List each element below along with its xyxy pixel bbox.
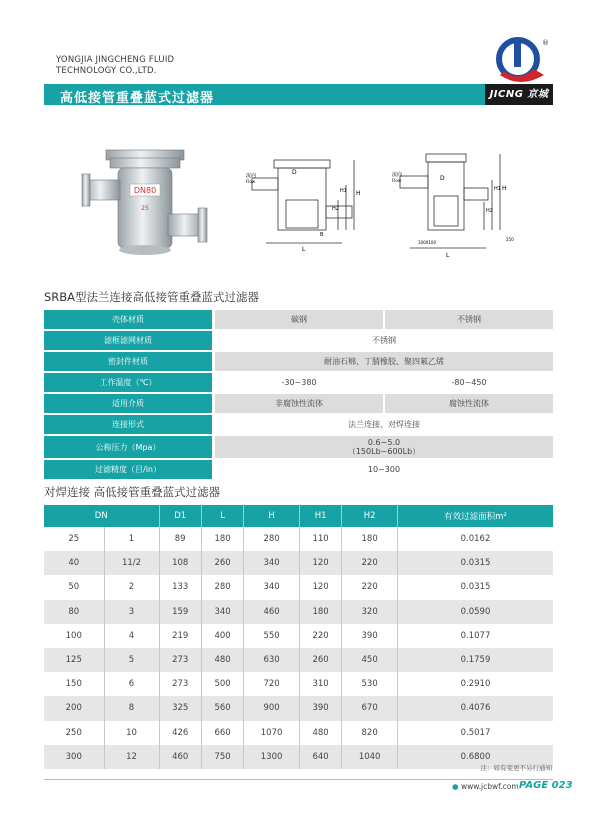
table-cell: 300 [44,745,104,769]
table-cell: 450 [342,648,398,672]
technical-drawing-front [246,140,366,265]
table-cell: 460 [244,600,300,624]
table-cell: 660 [201,721,243,745]
spec-value: 10~300 [215,460,553,479]
title-bar [44,84,553,105]
table-cell: 640 [299,745,341,769]
table-cell: 260 [201,551,243,575]
table-cell: 630 [244,648,300,672]
spec-row [44,331,553,350]
table-cell: 280 [201,575,243,599]
table-cell: 340 [244,575,300,599]
spec-value: 腐蚀性流体 [383,394,553,413]
company-logo-icon [490,35,552,83]
table-cell: 670 [342,696,398,720]
technical-drawing-side [390,140,525,265]
table-row [44,527,553,551]
table-cell: 560 [201,696,243,720]
spec-values [215,436,553,458]
table-cell: 1070 [244,721,300,745]
table-cell: 108 [159,551,201,575]
table-cell: 550 [244,624,300,648]
table-row [44,696,553,720]
spec-row [44,436,553,458]
spec-label: 适用介质 [44,394,212,413]
spec-value: -80~450 [383,373,553,392]
table-cell: 325 [159,696,201,720]
dims-header-row [44,505,553,527]
spec-table [44,310,553,481]
website-text: www.jcbwf.com [460,782,519,791]
drawing-label-l: L [302,246,306,253]
table-cell: 260 [299,648,341,672]
spec-row [44,460,553,479]
spec-values [215,415,553,434]
registered-mark: ® [542,39,549,47]
table-cell: 220 [342,551,398,575]
table-cell: 120 [299,575,341,599]
drawing2-flow-cn: 流向 [392,172,403,178]
table-cell: 2 [104,575,159,599]
spec-value: 0.6~5.0 （150Lb~600Lb） [215,436,553,458]
spec-label: 连接形式 [44,415,212,434]
table-cell: 219 [159,624,201,648]
table-cell: 340 [244,551,300,575]
spec-value: 耐油石棉、丁腈橡胶、聚四氟乙烯 [215,352,553,371]
spec-row [44,394,553,413]
table-cell: 750 [201,745,243,769]
page-title: 高低接管重叠蓝式过滤器 [60,91,215,106]
spec-row [44,352,553,371]
spec-value: 法兰连接、对焊连接 [215,415,553,434]
drawing2-flow-en: Flow [392,178,402,183]
table-cell: 110 [299,527,341,551]
table-cell: 11/2 [104,551,159,575]
table-row [44,648,553,672]
table-cell: 12 [104,745,159,769]
company-name [56,55,174,77]
table-cell: 220 [299,624,341,648]
table-cell: 50 [44,575,104,599]
spec-row [44,415,553,434]
table-cell: 3 [104,600,159,624]
table-row [44,721,553,745]
table-cell: 0.4076 [397,696,553,720]
table-cell: 80 [44,600,104,624]
dims-header-h: H [244,505,300,527]
drawing2-side-mark: 250 [506,237,514,242]
spec-value: -30~380 [215,373,383,392]
spec-values [215,310,553,329]
table-cell: 5 [104,648,159,672]
dims-header-d1: D1 [159,505,201,527]
table-cell: 320 [342,600,398,624]
table-cell: 720 [244,672,300,696]
spec-value: 不锈钢 [215,331,553,350]
table-cell: 100 [44,624,104,648]
table-cell: 820 [342,721,398,745]
table-cell: 390 [299,696,341,720]
spec-values [215,331,553,350]
drawing2-label-h1: H1 [494,186,501,192]
company-name-line2: TECHNOLOGY CO.,LTD. [56,66,157,76]
spec-label: 壳体材质 [44,310,212,329]
nameplate-dn: DN80 [133,186,157,195]
spec-label: 公称压力（Mpa） [44,436,212,458]
table-row [44,745,553,769]
table-cell: 390 [342,624,398,648]
table-cell: 220 [342,575,398,599]
table-cell: 0.1077 [460,630,491,641]
footer-rule [44,779,553,780]
website-bullet-icon: ● [452,782,459,791]
table-cell: 310 [299,672,341,696]
table-cell: 460 [159,745,201,769]
table-cell: 1040 [342,745,398,769]
product-photo [80,140,210,270]
table-cell: 89 [159,527,201,551]
dims-header-h1: H1 [299,505,341,527]
table-cell: 273 [159,672,201,696]
table-row [44,575,553,599]
drawing2-label-h2: H2 [486,208,493,214]
table-row [44,672,553,696]
dims-header-h2: H2 [342,505,398,527]
drawing2-label-h: H [502,185,507,192]
page-number: PAGE 023 [519,780,573,791]
table-cell: 0.5017 [460,727,491,738]
table-cell: 1 [104,527,159,551]
table-cell: 25 [44,527,104,551]
table-cell: 0.0315 [397,551,553,575]
brand-label: JICNG 京城 [485,84,553,105]
table-cell: 150 [44,672,104,696]
spec-value: 非腐蚀性流体 [215,394,383,413]
table-cell: 125 [44,648,104,672]
spec-values [215,394,553,413]
spec-label: 工作温度（℃） [44,373,212,392]
drawing-label-d: D [292,169,297,176]
table-cell: 400 [201,624,243,648]
dims-header-l: L [201,505,243,527]
drawing-label-b: B [320,232,324,238]
drawing-label-h2: H2 [332,206,339,212]
table-row [44,551,553,575]
spec-values [215,373,553,392]
table-cell: 280 [244,527,300,551]
table-cell: 133 [159,575,201,599]
dims-header-area: 有效过滤面积m² [397,505,553,527]
table-cell: 159 [159,600,201,624]
spec-row [44,373,553,392]
table-cell: 0.1759 [397,648,553,672]
drawing2-label-l: L [446,252,450,259]
table-cell: 480 [299,721,341,745]
table-cell: 180 [299,600,341,624]
table-cell: 530 [342,672,398,696]
table-cell: 10 [104,721,159,745]
table-cell: 480 [201,648,243,672]
drawing2-note-box: 100X100 [418,240,437,245]
company-name-line1: YONGJIA JINGCHENG FLUID [56,55,175,65]
table-cell: 120 [299,551,341,575]
spec-section-title: SRBA型法兰连接高低接管重叠蓝式过滤器 [44,290,260,304]
table-cell: 6 [104,672,159,696]
table-row [44,600,553,624]
table-cell: 8 [104,696,159,720]
table-cell: 200 [44,696,104,720]
table-cell: 426 [159,721,201,745]
spec-values [215,352,553,371]
table-cell: 250 [44,721,104,745]
dims-section-title: 对焊连接 高低接管重叠蓝式过滤器 [44,485,221,499]
table-cell: 500 [201,672,243,696]
spec-label: 过滤精度（目/in） [44,460,212,479]
table-cell: 340 [201,600,243,624]
drawing-flow-en: Flow [246,179,256,184]
drawing-label-h: H [356,190,361,197]
table-cell: 180 [342,527,398,551]
table-cell: 1300 [244,745,300,769]
website-link[interactable] [452,782,519,791]
table-cell: 40 [44,551,104,575]
spec-label: 密封件材质 [44,352,212,371]
table-cell: 180 [201,527,243,551]
drawing-flow-cn: 流向 [246,173,257,179]
table-row [44,624,553,648]
spec-value: 碳钢 [215,310,383,329]
table-cell: 0.2910 [460,679,491,690]
table-cell: 0.0162 [460,534,491,545]
drawing-label-h1: H1 [340,188,347,194]
nameplate-num: 25 [141,205,149,212]
dims-table [44,505,553,769]
drawing2-label-d: D [440,175,445,182]
spec-value: 不锈钢 [383,310,553,329]
spec-label: 滤框滤网材质 [44,331,212,350]
table-cell: 900 [244,696,300,720]
spec-row [44,310,553,329]
table-cell: 0.6800 [397,745,553,769]
dims-header-dn: DN [44,505,159,527]
spec-values [215,460,553,479]
footer-note: 注：如有变更不另行通知 [480,764,552,772]
table-cell: 0.0590 [397,600,553,624]
table-cell: 0.0315 [460,582,491,593]
table-cell: 273 [159,648,201,672]
table-cell: 4 [104,624,159,648]
